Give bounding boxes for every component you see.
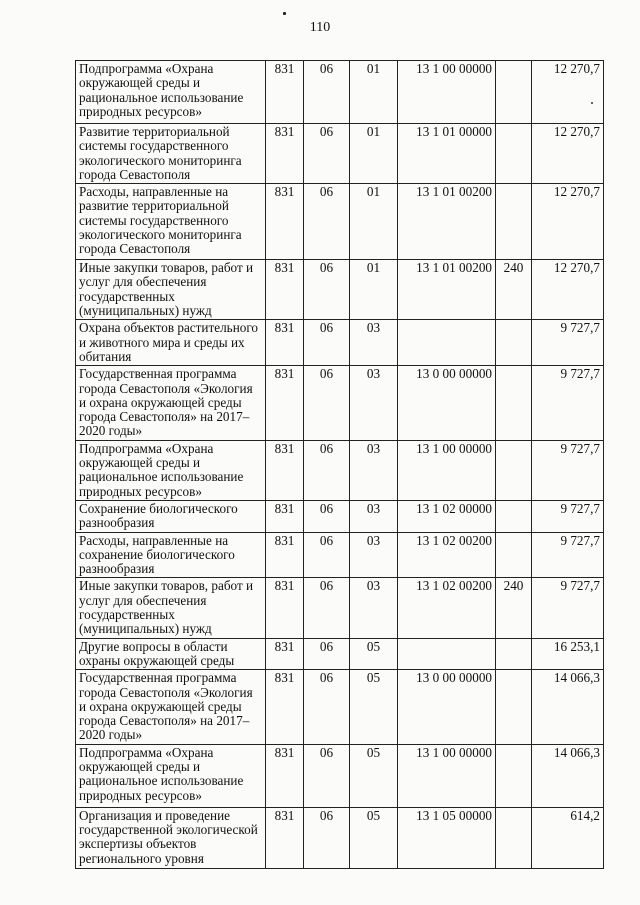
row-target-article-cell: 13 1 02 00000 (398, 500, 496, 532)
row-name-cell: Охрана объектов растительного и животного мира и среды их обитания (76, 320, 266, 366)
row-amount-cell: 12 270,7 (532, 184, 604, 260)
row-subsection-cell: 03 (350, 366, 398, 440)
row-grbs-cell: 831 (266, 366, 304, 440)
row-amount-cell: 9 727,7 (532, 578, 604, 638)
table-row (76, 578, 604, 638)
table-row (76, 807, 604, 868)
row-target-article-cell: 13 1 01 00200 (398, 260, 496, 320)
row-section-cell: 06 (304, 638, 350, 670)
row-grbs-cell: 831 (266, 500, 304, 532)
row-amount-cell: 614,2 (532, 807, 604, 868)
row-grbs-cell: 831 (266, 670, 304, 744)
row-grbs-cell: 831 (266, 440, 304, 500)
row-name-cell: Государственная программа города Севастополя «Экология и охрана окружающей среды города Севастополя» на 2017–2020 годы» (76, 670, 266, 744)
row-name-cell: Организация и проведение государственной экологической экспертизы объектов регионального уровня (76, 807, 266, 868)
row-grbs-cell: 831 (266, 578, 304, 638)
row-subsection-cell: 05 (350, 670, 398, 744)
row-section-cell: 06 (304, 532, 350, 578)
table-row (76, 670, 604, 744)
row-amount-cell: 16 253,1 (532, 638, 604, 670)
row-expense-type-cell (496, 366, 532, 440)
table-row (76, 532, 604, 578)
table-row (76, 440, 604, 500)
row-name-cell: Развитие территориальной системы государственного экологического мониторинга города Севастополя (76, 124, 266, 184)
row-expense-type-cell (496, 61, 532, 124)
row-name-cell: Государственная программа города Севастополя «Экология и охрана окружающей среды города Севастополя» на 2017–2020 годы» (76, 366, 266, 440)
row-subsection-cell: 03 (350, 500, 398, 532)
row-target-article-cell: 13 1 00 00000 (398, 744, 496, 807)
row-name-cell: Иные закупки товаров, работ и услуг для обеспечения государственных (муниципальных) нужд (76, 260, 266, 320)
row-subsection-cell: 03 (350, 578, 398, 638)
row-grbs-cell: 831 (266, 124, 304, 184)
row-amount-cell: 9 727,7 (532, 532, 604, 578)
table-row (76, 124, 604, 184)
table-row (76, 366, 604, 440)
row-section-cell: 06 (304, 807, 350, 868)
row-expense-type-cell (496, 744, 532, 807)
row-name-cell: Подпрограмма «Охрана окружающей среды и рациональное использование природных ресурсов» (76, 440, 266, 500)
row-target-article-cell: 13 1 05 00000 (398, 807, 496, 868)
budget-table (75, 60, 604, 869)
row-name-cell: Другие вопросы в области охраны окружающей среды (76, 638, 266, 670)
row-grbs-cell: 831 (266, 532, 304, 578)
scan-artifact-dot (283, 12, 286, 15)
row-name-cell: Расходы, направленные на развитие территориальной системы государственного экологического мониторинга города Севастополя (76, 184, 266, 260)
row-grbs-cell: 831 (266, 184, 304, 260)
row-subsection-cell: 01 (350, 260, 398, 320)
row-target-article-cell: 13 1 01 00200 (398, 184, 496, 260)
row-name-cell: Расходы, направленные на сохранение биологического разнообразия (76, 532, 266, 578)
table-row (76, 638, 604, 670)
row-subsection-cell: 01 (350, 61, 398, 124)
row-name-cell: Иные закупки товаров, работ и услуг для обеспечения государственных (муниципальных) нужд (76, 578, 266, 638)
row-subsection-cell: 01 (350, 184, 398, 260)
row-target-article-cell (398, 320, 496, 366)
row-section-cell: 06 (304, 124, 350, 184)
row-amount-cell: 9 727,7 (532, 500, 604, 532)
row-section-cell: 06 (304, 61, 350, 124)
row-target-article-cell: 13 1 01 00000 (398, 124, 496, 184)
row-section-cell: 06 (304, 440, 350, 500)
row-expense-type-cell (496, 184, 532, 260)
row-target-article-cell (398, 638, 496, 670)
row-grbs-cell: 831 (266, 638, 304, 670)
page-number: 110 (309, 20, 331, 35)
row-section-cell: 06 (304, 260, 350, 320)
row-target-article-cell: 13 1 02 00200 (398, 532, 496, 578)
row-subsection-cell: 05 (350, 807, 398, 868)
row-amount-cell: 9 727,7 (532, 366, 604, 440)
row-subsection-cell: 01 (350, 124, 398, 184)
row-section-cell: 06 (304, 578, 350, 638)
row-expense-type-cell (496, 807, 532, 868)
row-section-cell: 06 (304, 744, 350, 807)
row-expense-type-cell (496, 638, 532, 670)
row-amount-cell: 14 066,3 (532, 744, 604, 807)
row-name-cell: Подпрограмма «Охрана окружающей среды и рациональное использование природных ресурсов» (76, 744, 266, 807)
row-grbs-cell: 831 (266, 807, 304, 868)
row-section-cell: 06 (304, 320, 350, 366)
row-amount-cell: 14 066,3 (532, 670, 604, 744)
row-expense-type-cell: 240 (496, 578, 532, 638)
row-section-cell: 06 (304, 670, 350, 744)
row-expense-type-cell (496, 124, 532, 184)
row-subsection-cell: 03 (350, 440, 398, 500)
row-expense-type-cell (496, 500, 532, 532)
table-row (76, 500, 604, 532)
row-expense-type-cell (496, 320, 532, 366)
row-target-article-cell: 13 0 00 00000 (398, 670, 496, 744)
row-section-cell: 06 (304, 184, 350, 260)
budget-table-body (76, 61, 604, 869)
table-row (76, 184, 604, 260)
row-subsection-cell: 03 (350, 320, 398, 366)
row-amount-cell: 9 727,7 (532, 320, 604, 366)
row-amount-cell: 9 727,7 (532, 440, 604, 500)
row-expense-type-cell (496, 670, 532, 744)
row-grbs-cell: 831 (266, 744, 304, 807)
row-section-cell: 06 (304, 366, 350, 440)
row-grbs-cell: 831 (266, 320, 304, 366)
row-subsection-cell: 05 (350, 744, 398, 807)
row-expense-type-cell (496, 440, 532, 500)
row-grbs-cell: 831 (266, 260, 304, 320)
row-target-article-cell: 13 0 00 00000 (398, 366, 496, 440)
row-amount-cell: 12 270,7 (532, 260, 604, 320)
row-subsection-cell: 03 (350, 532, 398, 578)
row-subsection-cell: 05 (350, 638, 398, 670)
row-expense-type-cell (496, 532, 532, 578)
row-grbs-cell: 831 (266, 61, 304, 124)
table-row (76, 320, 604, 366)
row-target-article-cell: 13 1 00 00000 (398, 61, 496, 124)
table-row (76, 744, 604, 807)
row-name-cell: Подпрограмма «Охрана окружающей среды и рациональное использование природных ресурсов» (76, 61, 266, 124)
table-row (76, 260, 604, 320)
row-target-article-cell: 13 1 00 00000 (398, 440, 496, 500)
row-amount-cell: 12 270,7 (532, 124, 604, 184)
row-name-cell: Сохранение биологического разнообразия (76, 500, 266, 532)
row-section-cell: 06 (304, 500, 350, 532)
row-expense-type-cell: 240 (496, 260, 532, 320)
table-row (76, 61, 604, 124)
row-target-article-cell: 13 1 02 00200 (398, 578, 496, 638)
row-amount-cell: 12 270,7 (532, 61, 604, 124)
